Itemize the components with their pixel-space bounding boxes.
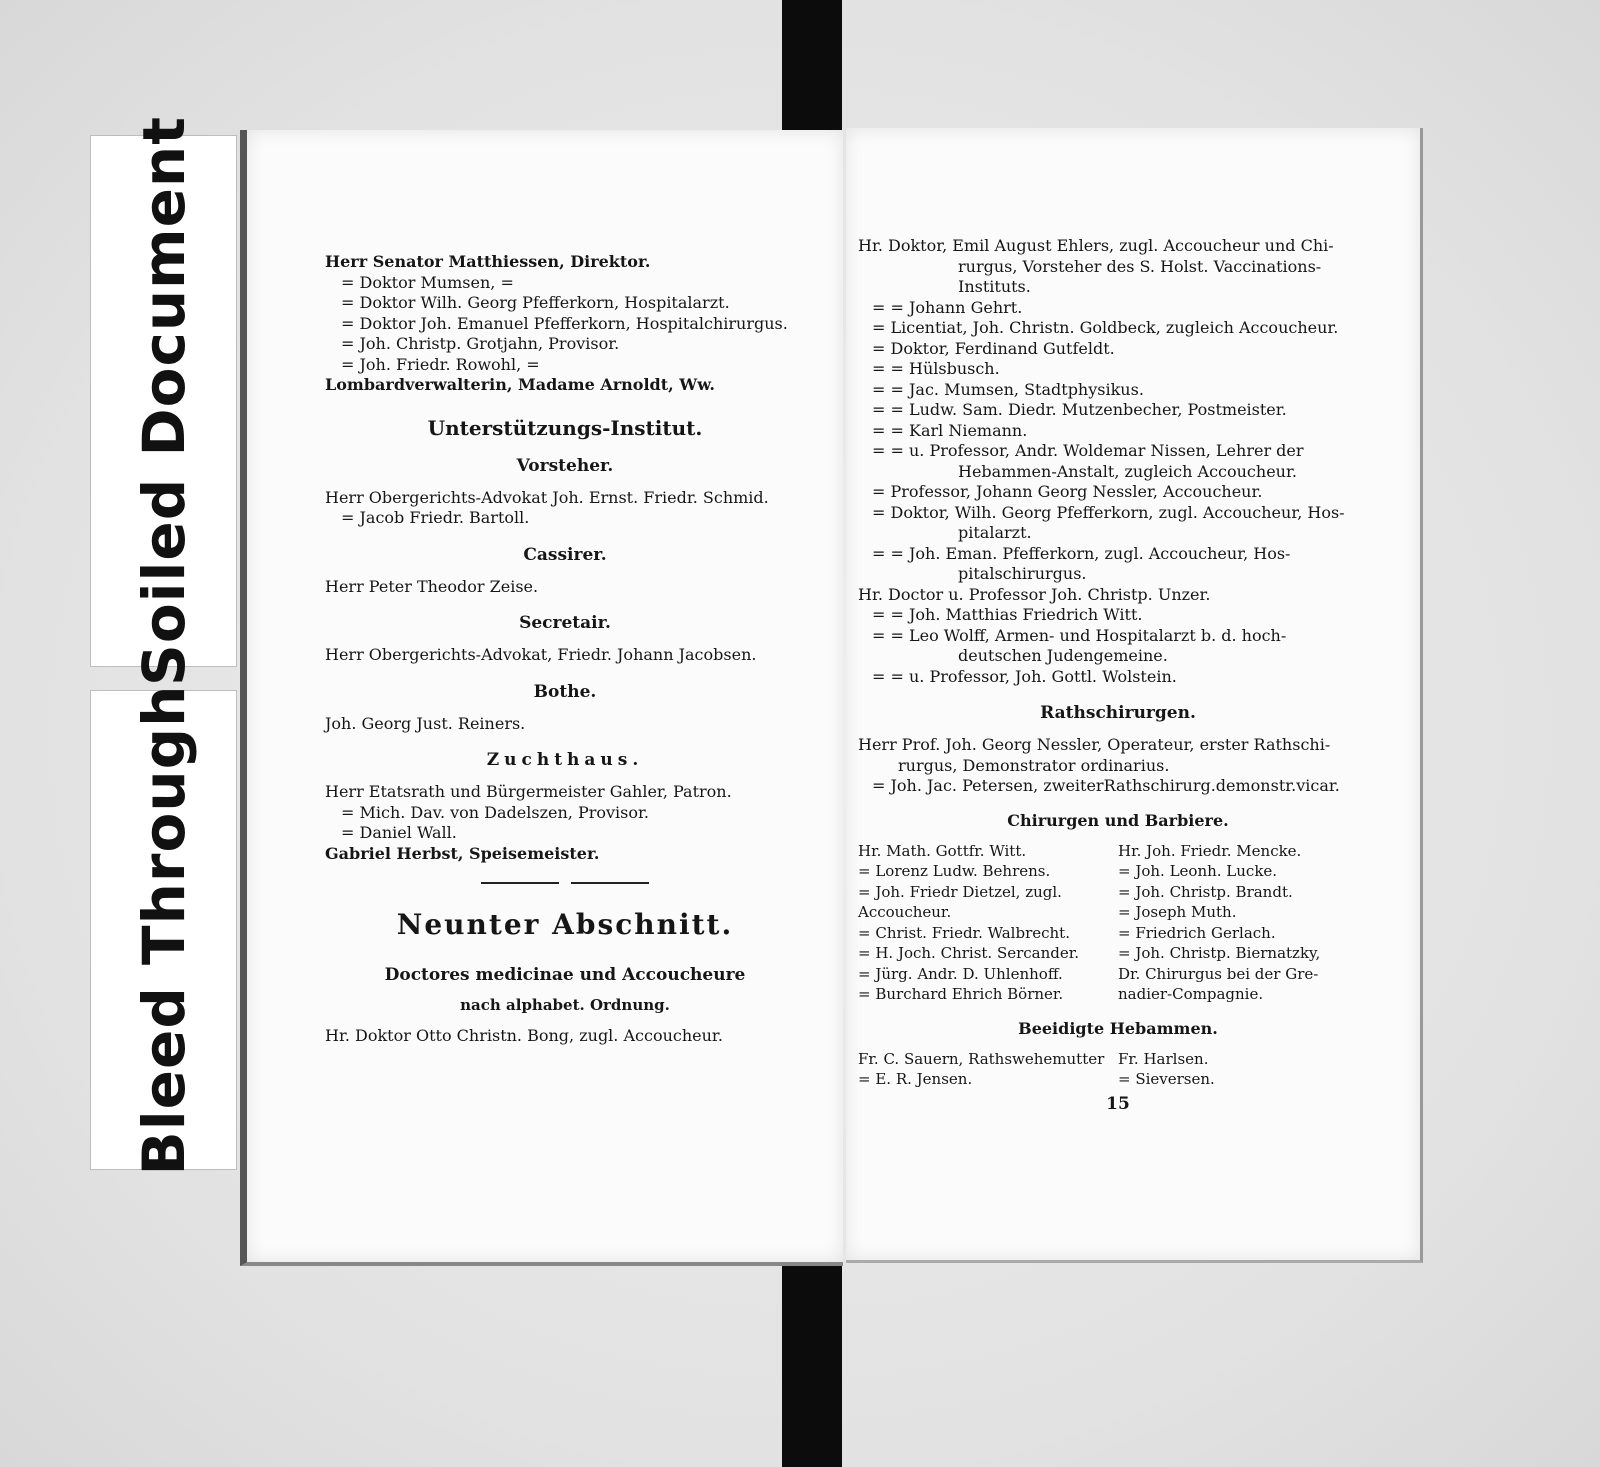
- text-line: = Mich. Dav. von Dadelszen, Provisor.: [341, 802, 649, 822]
- text-line: Herr Peter Theodor Zeise.: [325, 576, 539, 596]
- page-number: 15: [1106, 1093, 1130, 1114]
- text-line: = Joh. Christp. Grotjahn, Provisor.: [341, 334, 620, 353]
- text-line: = Licentiat, Joh. Christn. Goldbeck, zugleich Accoucheur.: [872, 318, 1339, 337]
- doctor-list: [858, 236, 1378, 687]
- text-line: = = Leo Wolff, Armen- und Hospitalarzt b. d. hoch-: [872, 625, 1287, 645]
- text-line: = Doktor Mumsen, =: [341, 272, 514, 292]
- label-strip-bottom: [90, 684, 237, 1176]
- text-line: = = Joh. Matthias Friedrich Witt.: [872, 605, 1143, 624]
- text-line: nadier-Compagnie.: [1118, 985, 1264, 1003]
- chapter-heading: Neunter Abschnitt.: [396, 908, 734, 941]
- text-line: Hr. Doctor u. Professor Joh. Christp. Unzer.: [858, 584, 1211, 604]
- text-line: = Joh. Jac. Petersen, zweiterRathschirurg.demonstr.vicar.: [872, 776, 1340, 795]
- text-line: = H. Joch. Christ. Sercander.: [858, 944, 1080, 962]
- text-line: = Joh. Christp. Biernatzky,: [1118, 944, 1321, 962]
- text-line: = Lorenz Ludw. Behrens.: [858, 862, 1051, 880]
- section-heading: Vorsteher.: [516, 455, 614, 476]
- right-page-text: [858, 236, 1378, 1114]
- text-line: = = Jac. Mumsen, Stadtphysikus.: [872, 379, 1144, 399]
- hebammen-left-column: [858, 1049, 1118, 1090]
- text-line: = Joh. Friedr Dietzel, zugl.: [858, 882, 1062, 901]
- text-line: = Joh. Christp. Brandt.: [1118, 882, 1293, 901]
- chapter-subtitle: Doctores medicinae und Accoucheure: [384, 965, 746, 985]
- text-line: Instituts.: [958, 277, 1031, 296]
- section-heading: Secretair.: [519, 613, 611, 633]
- chirurgen-list: [858, 841, 1378, 1005]
- label-strip-top: [90, 116, 237, 686]
- chirurgen-right-column: [1118, 841, 1378, 1005]
- text-line: = = u. Professor, Joh. Gottl. Wolstein.: [872, 666, 1177, 686]
- text-line: = = Ludw. Sam. Diedr. Mutzenbecher, Postmeister.: [872, 400, 1287, 419]
- left-page-text: [325, 252, 805, 1047]
- section-heading: Bothe.: [533, 681, 597, 702]
- text-line: = Sieversen.: [1118, 1070, 1215, 1088]
- text-line: = Friedrich Gerlach.: [1118, 923, 1276, 942]
- section-heading: Unterstützungs-Institut.: [427, 415, 703, 440]
- section-heading: Zuchthaus.: [486, 750, 644, 770]
- text-line: Hebammen-Anstalt, zugleich Accoucheur.: [958, 461, 1297, 481]
- text-line: = Professor, Johann Georg Nessler, Accoucheur.: [872, 482, 1263, 501]
- text-line: Herr Obergerichts-Advokat Joh. Ernst. Friedr. Schmid.: [325, 487, 769, 507]
- text-line: = Doktor, Wilh. Georg Pfefferkorn, zugl. Accoucheur, Hos-: [872, 502, 1345, 522]
- text-line: = Joh. Leonh. Lucke.: [1118, 862, 1278, 880]
- text-line: rurgus, Vorsteher des S. Holst. Vaccinations-: [958, 256, 1322, 276]
- section-heading: Rathschirurgen.: [1040, 703, 1196, 723]
- text-line: Hr. Joh. Friedr. Mencke.: [1118, 841, 1302, 860]
- text-line: Dr. Chirurgus bei der Gre-: [1118, 964, 1319, 983]
- text-line: = Burchard Ehrich Börner.: [858, 985, 1064, 1003]
- text-line: Herr Prof. Joh. Georg Nessler, Operateur, erster Rathschi-: [858, 735, 1331, 754]
- text-line: deutschen Judengemeine.: [958, 646, 1168, 665]
- text-line: = Joseph Muth.: [1118, 903, 1237, 921]
- chapter-subtitle: nach alphabet. Ordnung.: [460, 996, 670, 1014]
- text-line: Hr. Math. Gottfr. Witt.: [858, 841, 1027, 860]
- text-line: Joh. Georg Just. Reiners.: [325, 713, 526, 733]
- text-line: = = Joh. Eman. Pfefferkorn, zugl. Accoucheur, Hos-: [872, 543, 1291, 563]
- text-line: = Christ. Friedr. Walbrecht.: [858, 923, 1070, 942]
- text-line: Gabriel Herbst, Speisemeister.: [325, 843, 600, 863]
- text-line: Lombardverwalterin, Madame Arnoldt, Ww.: [325, 375, 715, 394]
- text-line: Hr. Doktor, Emil August Ehlers, zugl. Accoucheur und Chi-: [858, 236, 1334, 255]
- label-bleed-through: Bleed Through: [129, 684, 198, 1176]
- text-line: pitalschirurgus.: [958, 564, 1087, 583]
- text-line: = Doktor Joh. Emanuel Pfefferkorn, Hospitalchirurgus.: [341, 313, 788, 333]
- section-heading: Beeidigte Hebammen.: [1018, 1018, 1218, 1038]
- hebammen-list: [858, 1049, 1378, 1090]
- label-soiled-document: Soiled Document: [129, 116, 198, 686]
- text-line: = Joh. Friedr. Rowohl, =: [341, 354, 540, 374]
- hebammen-right-column: [1118, 1049, 1378, 1090]
- text-line: Fr. C. Sauern, Rathswehemutter: [858, 1049, 1105, 1068]
- text-line: Herr Obergerichts-Advokat, Friedr. Johann Jacobsen.: [325, 645, 757, 664]
- text-line: = Doktor Wilh. Georg Pfefferkorn, Hospitalarzt.: [341, 293, 730, 312]
- text-line: = Jacob Friedr. Bartoll.: [341, 508, 530, 527]
- chirurgen-left-column: [858, 841, 1118, 1005]
- text-line: = Jürg. Andr. D. Uhlenhoff.: [858, 964, 1063, 983]
- text-line: = = Hülsbusch.: [872, 359, 1000, 378]
- text-line: = = Johann Gehrt.: [872, 297, 1023, 317]
- text-line: = = u. Professor, Andr. Woldemar Nissen, Lehrer der: [872, 441, 1304, 460]
- text-line: = = Karl Niemann.: [872, 420, 1028, 440]
- section-divider: [325, 882, 805, 884]
- text-line: Hr. Doktor Otto Christn. Bong, zugl. Accoucheur.: [325, 1026, 723, 1045]
- section-heading: Chirurgen und Barbiere.: [1007, 810, 1229, 830]
- text-line: Herr Etatsrath und Bürgermeister Gahler, Patron.: [325, 782, 732, 801]
- text-line: Accoucheur.: [858, 903, 952, 921]
- text-line: Herr Senator Matthiessen, Direktor.: [325, 252, 651, 271]
- text-line: Fr. Harlsen.: [1118, 1049, 1209, 1068]
- text-line: = E. R. Jensen.: [858, 1070, 973, 1088]
- rathschirurgen-list: [858, 735, 1378, 797]
- text-line: pitalarzt.: [958, 523, 1032, 542]
- text-line: = Doktor, Ferdinand Gutfeldt.: [872, 338, 1115, 358]
- text-line: = Daniel Wall.: [341, 823, 457, 842]
- section-heading: Cassirer.: [523, 544, 607, 565]
- text-line: rurgus, Demonstrator ordinarius.: [898, 755, 1170, 775]
